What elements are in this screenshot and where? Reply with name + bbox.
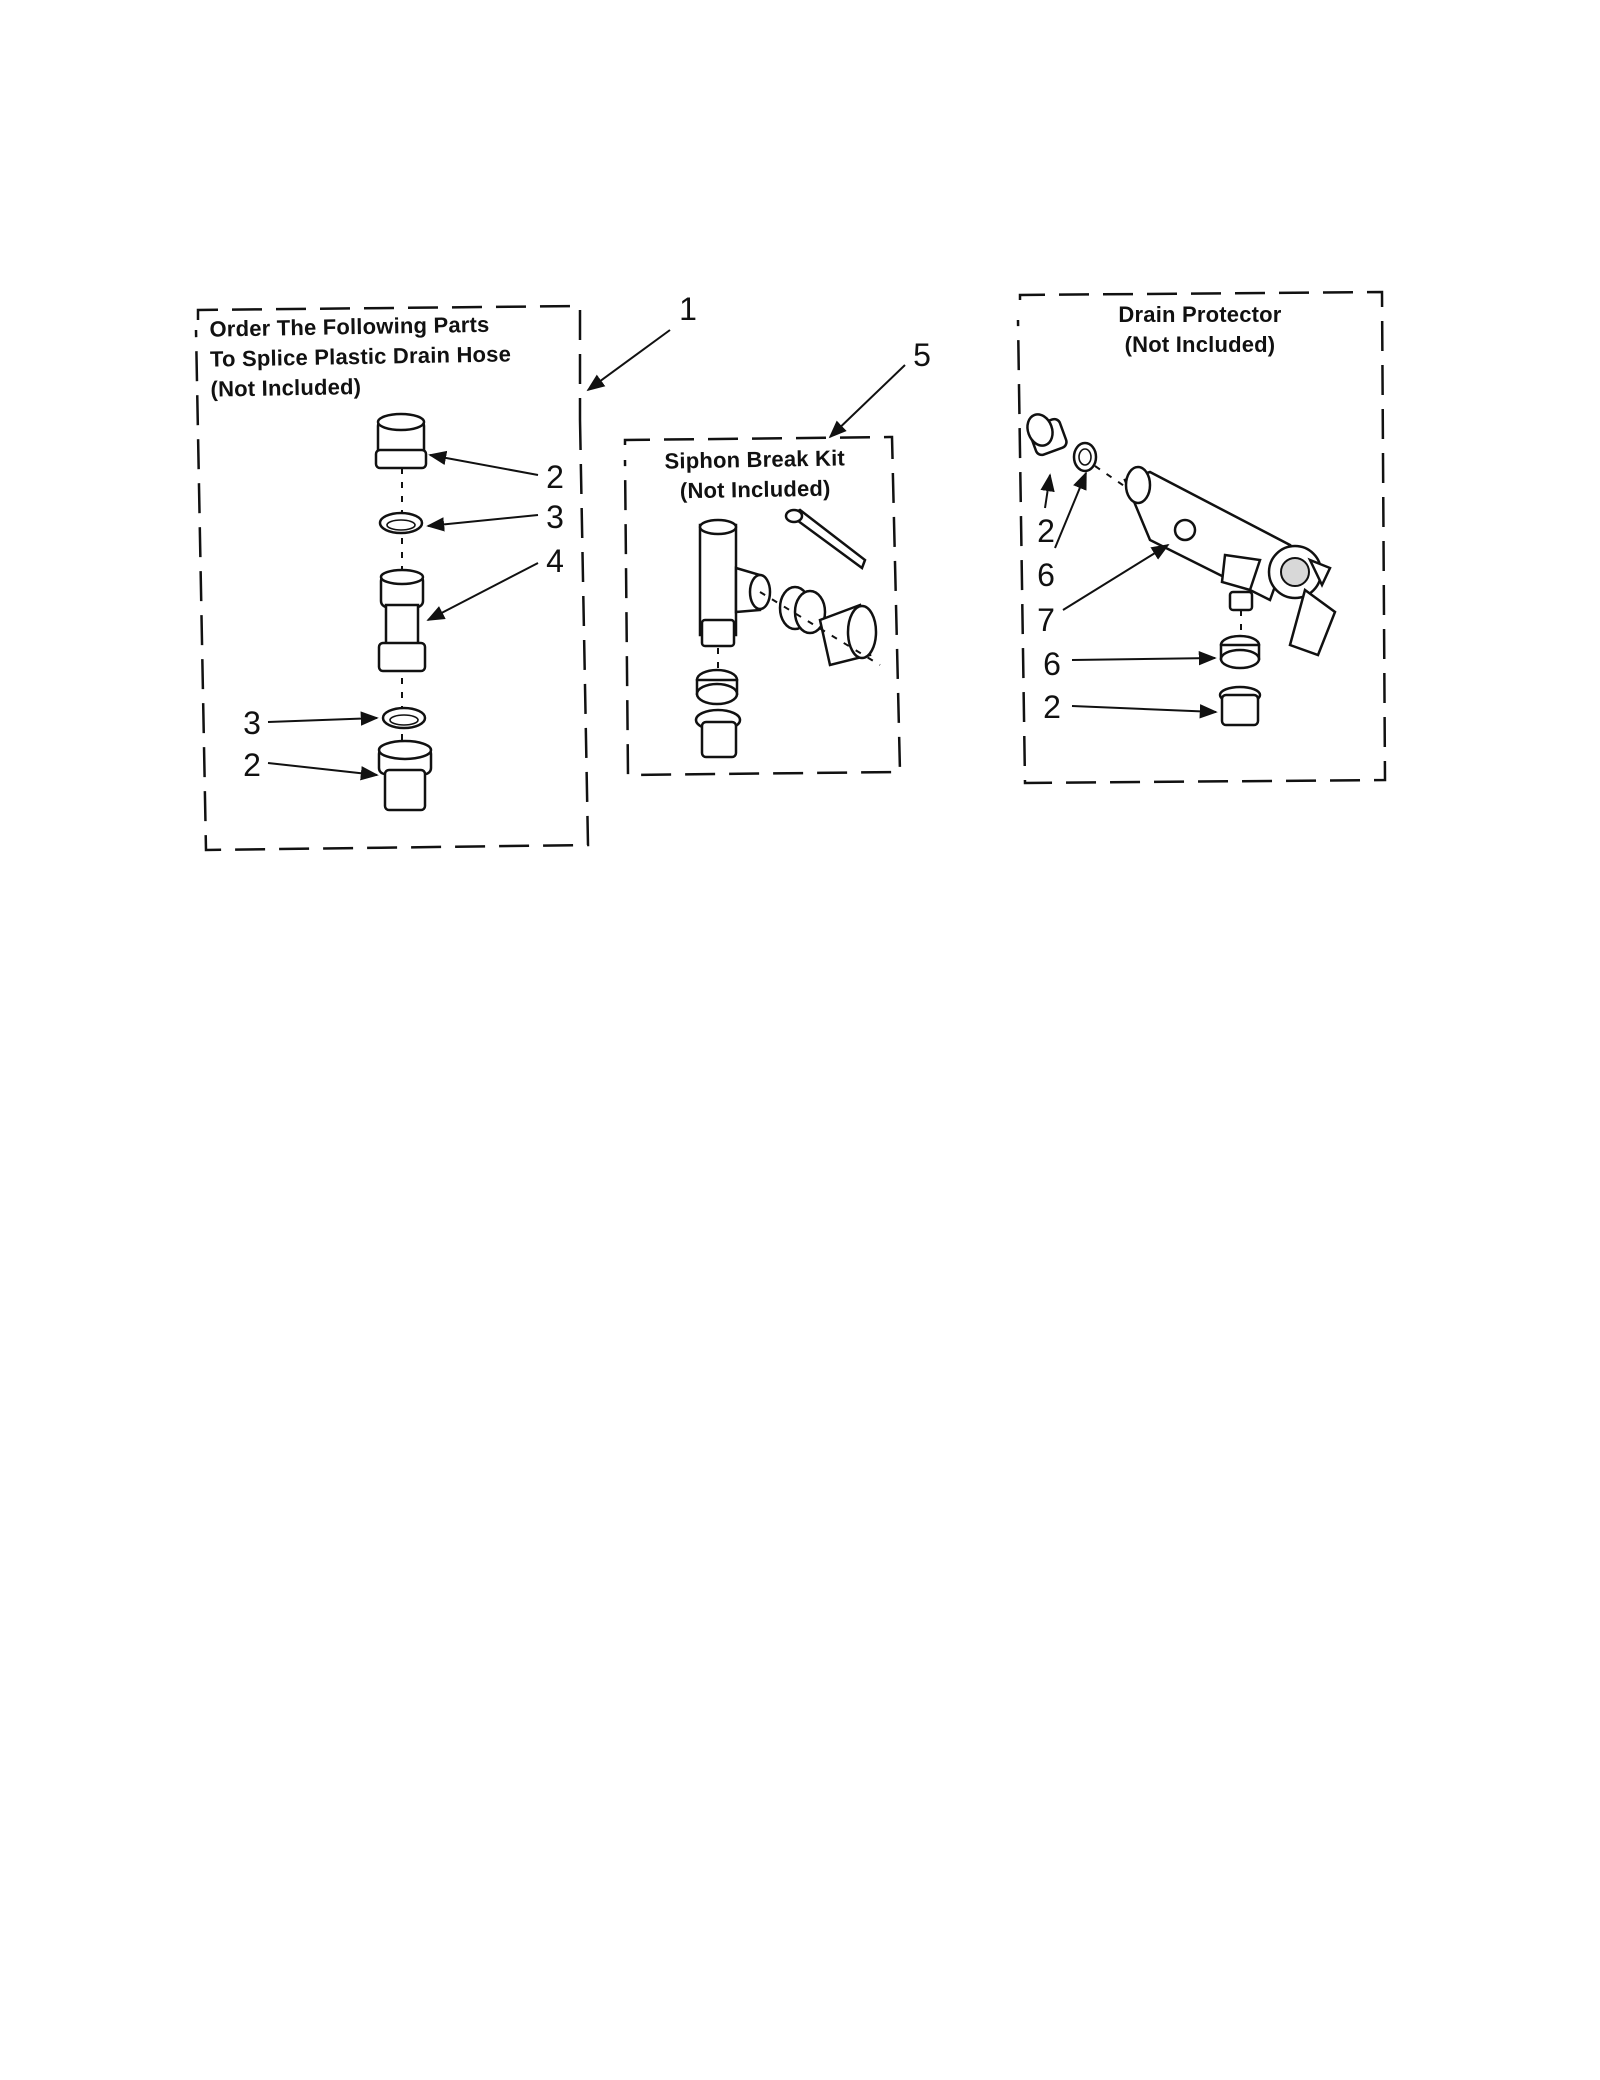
- coupling-cap-top: [376, 414, 426, 468]
- splice-kit-parts: [268, 414, 538, 810]
- splice-kit-title: [209, 309, 512, 404]
- connector-tube: [379, 570, 425, 671]
- siphon-adapter: [820, 605, 876, 665]
- drain-callout-7: 7: [1037, 602, 1055, 638]
- siphon-kit-title-line-2: (Not Included): [679, 475, 831, 504]
- vent-pin: [786, 510, 865, 568]
- drain-callout-6-bottom: 6: [1043, 646, 1061, 682]
- drain-ring-bottom: [1221, 636, 1259, 668]
- drain-protector-title-line-1: Drain Protector: [1118, 302, 1282, 327]
- splice-callout-3-top: 3: [546, 499, 564, 535]
- leader-5: [830, 365, 905, 437]
- drain-protector-parts: [1023, 411, 1335, 725]
- drain-protector-title-line-2: (Not Included): [1124, 332, 1276, 357]
- drain-callout-6-top: 6: [1037, 557, 1055, 593]
- splice-callout-2-bottom: 2: [243, 747, 261, 783]
- callout-1: 1: [679, 291, 697, 327]
- splice-callout-3-bottom: 3: [243, 705, 261, 741]
- splice-callout-2-top: 2: [546, 459, 564, 495]
- drain-callout-2-top: 2: [1037, 513, 1055, 549]
- siphon-lower-clamp: [697, 670, 737, 704]
- drain-protector-title: [1080, 300, 1320, 360]
- siphon-lower-cap: [696, 710, 740, 757]
- coupling-cap-bottom: [379, 741, 431, 810]
- siphon-kit-title-line-1: Siphon Break Kit: [664, 445, 846, 474]
- leader-1: [588, 330, 670, 390]
- siphon-clamp-ring: [780, 587, 825, 633]
- drain-protector-body: [1125, 467, 1335, 655]
- splice-kit-title-line-3: (Not Included): [210, 373, 362, 402]
- splice-callout-4: 4: [546, 543, 564, 579]
- siphon-kit-parts: [696, 510, 880, 757]
- tee-fitting: [700, 520, 770, 646]
- splice-kit-title-line-1: Order The Following Parts: [209, 311, 490, 342]
- drain-callout-2-bottom: 2: [1043, 689, 1061, 725]
- clamp-ring-bottom: [383, 708, 425, 728]
- drain-cap-bottom: [1220, 687, 1260, 725]
- callout-5: 5: [913, 337, 931, 373]
- drain-ring-top: [1074, 443, 1096, 471]
- clamp-ring-top: [380, 513, 422, 533]
- splice-kit-title-line-2: To Splice Plastic Drain Hose: [209, 341, 512, 372]
- drain-cap-top: [1023, 411, 1068, 457]
- siphon-kit-title: [639, 443, 870, 507]
